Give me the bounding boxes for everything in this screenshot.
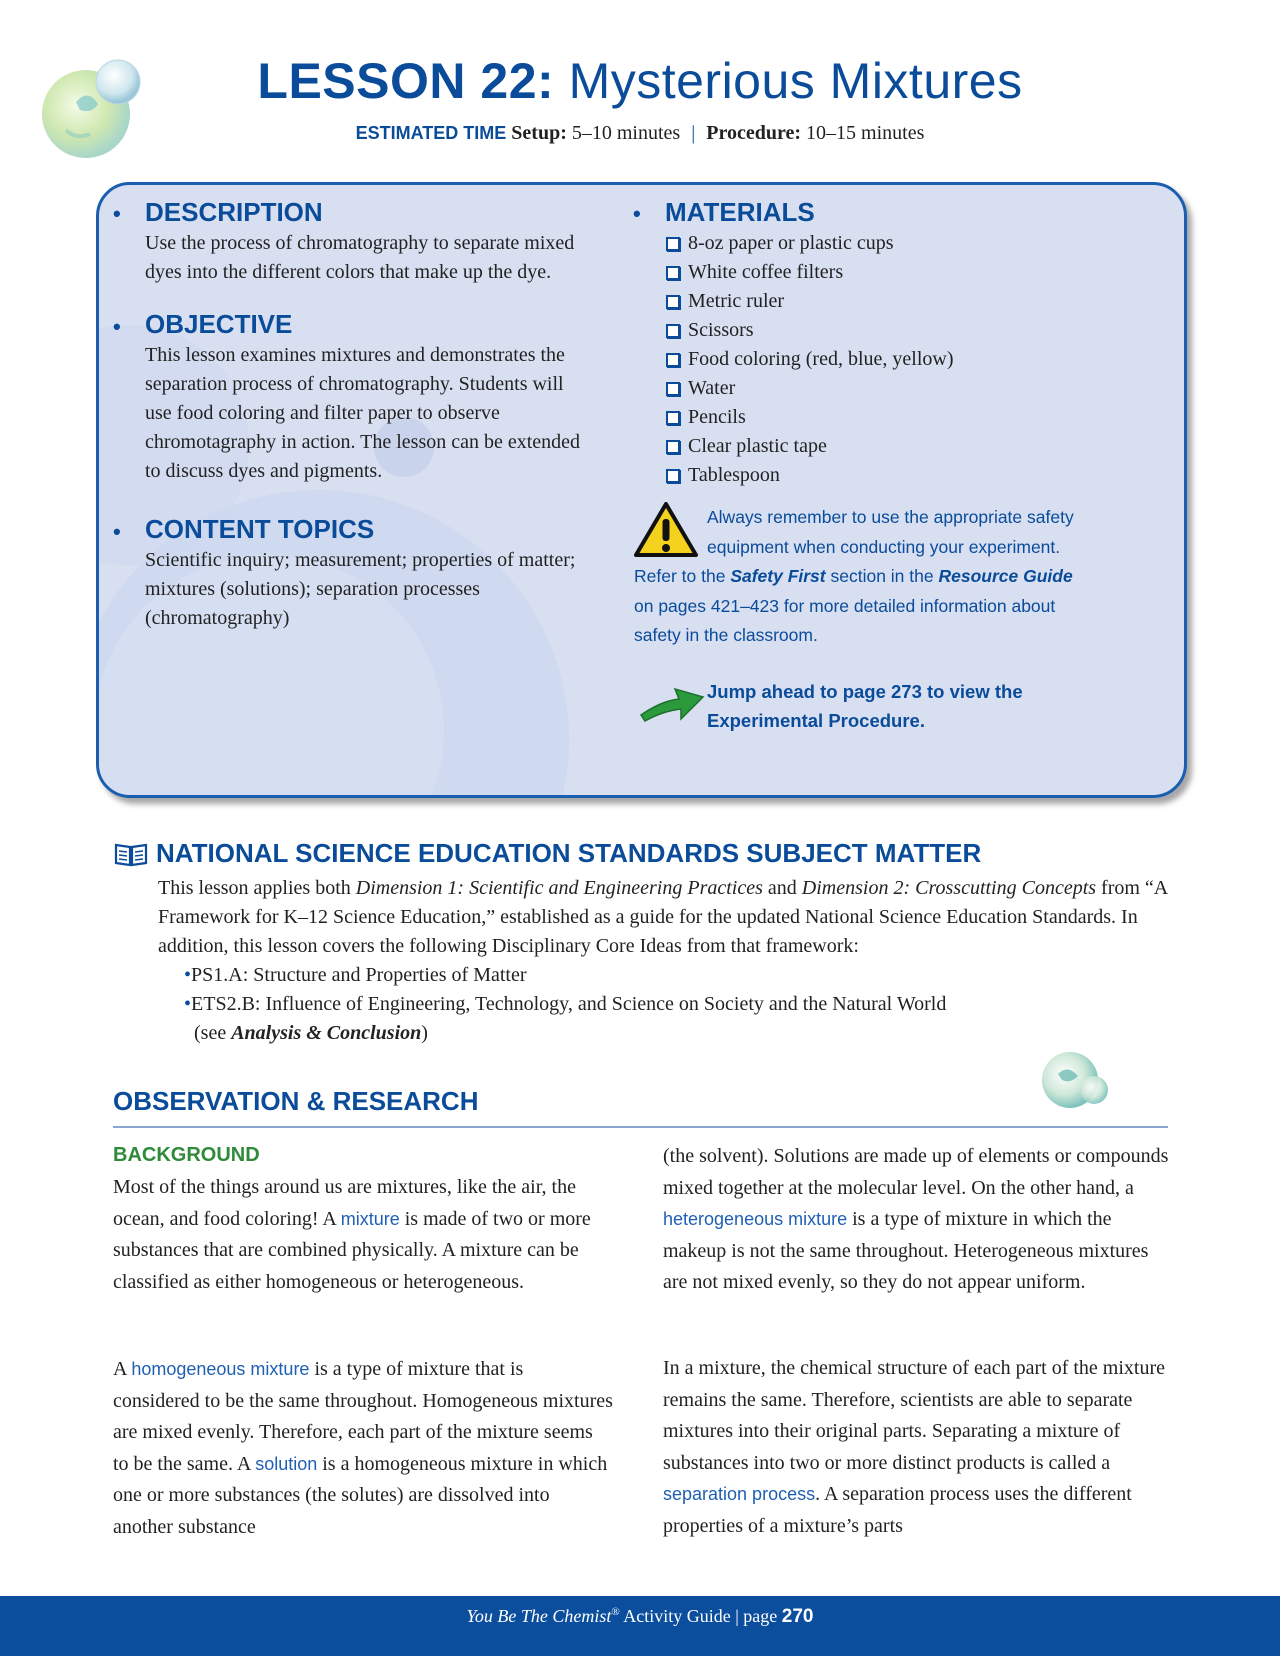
term-heterogeneous-mixture: heterogeneous mixture [663, 1209, 848, 1229]
list-item: •ETS2.B: Influence of Engineering, Technology, and Science on Society and the Natural World (see Analysis & Conclusion) [184, 993, 947, 1044]
safety-first-link: Safety First [730, 566, 826, 586]
green-arrow-icon [639, 681, 705, 723]
observation-heading: OBSERVATION & RESEARCH [113, 1086, 479, 1116]
procedure-value: 10–15 minutes [806, 122, 925, 144]
lesson-number: LESSON 22: [257, 53, 555, 109]
safety-line: safety in the classroom. [634, 625, 818, 645]
checkbox-icon [666, 411, 680, 425]
overview-panel [96, 182, 1187, 798]
checkbox-icon [666, 353, 680, 367]
time-separator: | [691, 122, 696, 144]
setup-value: 5–10 minutes [571, 122, 681, 144]
setup-label: Setup: [511, 122, 567, 144]
background-heading: BACKGROUND [113, 1144, 260, 1166]
bullet: • [113, 314, 121, 339]
core-ideas-list [158, 961, 1178, 1048]
book-icon [114, 841, 148, 867]
list-item: White coffee filters [666, 258, 954, 287]
warning-triangle-icon [633, 501, 699, 559]
safety-line: Refer to the Safety First section in the Resource Guide [634, 566, 1073, 586]
list-item: Scissors [666, 316, 954, 345]
standards-heading: NATIONAL SCIENCE EDUCATION STANDARDS SUBJECT MATTER [114, 838, 981, 869]
materials-list [666, 229, 954, 490]
standards-body [158, 874, 1178, 1048]
list-item: Food coloring (red, blue, yellow) [666, 345, 954, 374]
background-paragraph: In a mixture, the chemical structure of each part of the mixture remains the same. Therefore, scientists are able to separate mixtures into their original parts. Separating a mixture of substances into two or more distinct products is called a separation process. A separation process uses the different properties of a mixture’s parts [663, 1357, 1166, 1537]
jump-ahead-link[interactable]: Jump ahead to page 273 to view the [707, 681, 1023, 702]
term-homogeneous-mixture: homogeneous mixture [131, 1359, 310, 1379]
background-paragraph: (the solvent). Solutions are made up of elements or compounds mixed together at the molecular level. On the other hand, a heterogeneous mixture is a type of mixture in which the makeup is not the same throughout. Heterogeneous mixtures are not mixed evenly, so they do not appear uniform. [663, 1145, 1169, 1293]
resource-guide-link: Resource Guide [938, 566, 1073, 586]
bubble-decor-icon [1040, 1048, 1112, 1114]
page-number: 270 [781, 1606, 814, 1627]
page-title [0, 52, 1280, 110]
checkbox-icon [666, 324, 680, 338]
section-divider [113, 1126, 1168, 1128]
term-solution: solution [255, 1453, 318, 1474]
description-heading: DESCRIPTION [145, 197, 323, 227]
procedure-label: Procedure: [706, 122, 802, 144]
list-item: Clear plastic tape [666, 432, 954, 461]
bullet: • [633, 201, 641, 226]
footer-text: You Be The Chemist® Activity Guide | page 270 [466, 1606, 814, 1627]
term-separation-process: separation process [663, 1484, 816, 1504]
checkbox-icon [666, 440, 680, 454]
list-item: Tablespoon [666, 461, 954, 490]
lesson-name: Mysterious Mixtures [568, 53, 1023, 109]
background-paragraph: A homogeneous mixture is a type of mixture that is considered to be the same throughout. Homogeneous mixtures are mixed evenly. Therefore, each part of the mixture seems to be the same. A solution is a homogeneous mixture in which one or more substances (the solutes) are dissolved into another substance [113, 1358, 613, 1538]
background-paragraph: Most of the things around us are mixtures, like the air, the ocean, and food coloring! A mixture is made of two or more substances that are combined physically. A mixture can be classified as either homogeneous or heterogeneous. [113, 1176, 591, 1293]
list-item: Water [666, 374, 954, 403]
checkbox-icon [666, 266, 680, 280]
checkbox-icon [666, 382, 680, 396]
description-text: Use the process of chromatography to separate mixed dyes into the different colors that make up the dye. [145, 232, 575, 283]
safety-line: Always remember to use the appropriate safety [707, 507, 1074, 527]
list-item: Pencils [666, 403, 954, 432]
term-mixture: mixture [340, 1208, 400, 1229]
jump-ahead-link[interactable]: Experimental Procedure. [707, 710, 925, 731]
standards-paragraph: This lesson applies both Dimension 1: Scientific and Engineering Practices and Dimension 2: Crosscutting Concepts from “A Framework for K–12 Science Education,” established as a guide for the updated National Science Education Standards. In addition, this lesson covers the following Disciplinary Core Ideas from that framework: [158, 877, 1168, 957]
est-time-label: ESTIMATED TIME [355, 123, 507, 143]
list-item: Metric ruler [666, 287, 954, 316]
objective-text: This lesson examines mixtures and demonstrates the separation process of chromatography. Students will use food coloring and filter paper to observe chromotagraphy in action. The lesson can be extended to discuss dyes and pigments. [145, 344, 581, 482]
content-topics-text: Scientific inquiry; measurement; properties of matter; mixtures (solutions); separation processes (chromatography) [145, 549, 576, 629]
content-topics-heading: CONTENT TOPICS [145, 514, 375, 544]
objective-heading: OBJECTIVE [145, 309, 293, 339]
safety-line: equipment when conducting your experiment. [707, 536, 1061, 557]
checkbox-icon [666, 237, 680, 251]
list-item: •PS1.A: Structure and Properties of Matter [184, 964, 527, 986]
materials-heading: MATERIALS [665, 197, 815, 227]
checkbox-icon [666, 469, 680, 483]
checkbox-icon [666, 295, 680, 309]
estimated-time [0, 122, 1280, 145]
bullet: • [113, 519, 121, 544]
list-item: 8-oz paper or plastic cups [666, 229, 954, 258]
safety-line: on pages 421–423 for more detailed information about [634, 595, 1056, 616]
bullet: • [113, 201, 121, 226]
